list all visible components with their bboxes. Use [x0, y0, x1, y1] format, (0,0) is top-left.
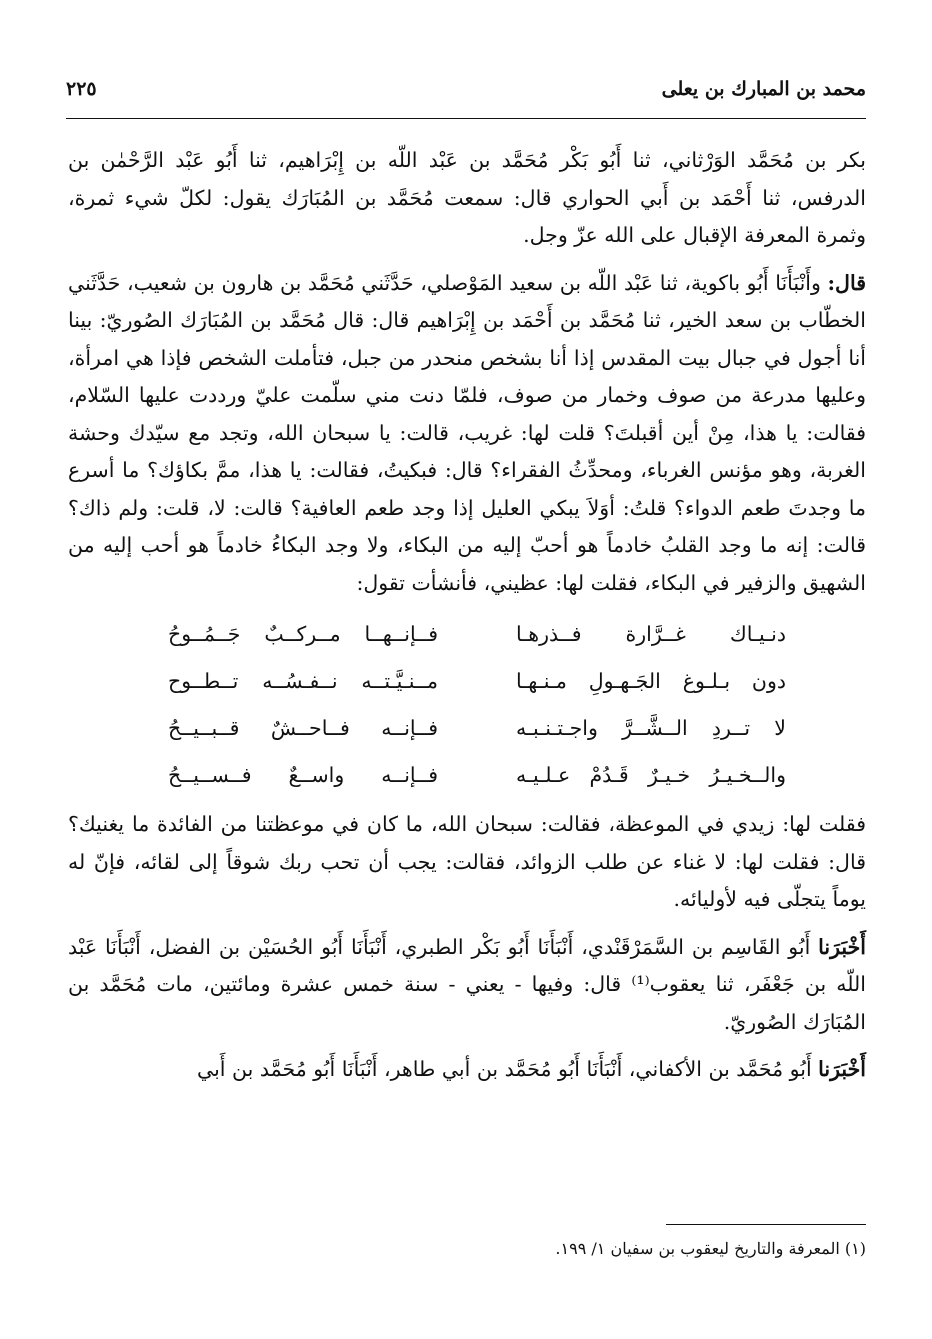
paragraph-lead: قال: [827, 270, 866, 295]
poem-hemistich-left: فــإنــه واســعٌ فــســيــحُ [168, 763, 438, 787]
running-title: محمد بن المبارك بن يعلى [661, 78, 866, 100]
poem-verse [168, 616, 786, 663]
paragraph-text: أَبُو مُحَمَّد بن الأكفاني، أَنْبَأَنَا أَبُو مُحَمَّد بن أبي طاهر، أَنْبَأَنَا أَبُو مُحَمَّد بن أَبي [197, 1057, 819, 1081]
poem-hemistich-left: فــإنــه فــاحــشٌ قــبــيــحُ [168, 716, 438, 740]
footnote-rule [666, 1224, 866, 1225]
paragraph-1 [68, 142, 866, 255]
poem [68, 616, 866, 804]
poem-verse [168, 663, 786, 710]
paragraph-lead: أَخْبَرَنا [818, 1057, 866, 1081]
poem-hemistich-right: لا تــردِ الــشَّــرَّ واجـتـنـبـه [516, 716, 786, 740]
running-head [66, 74, 866, 114]
poem-hemistich-right: والــخـيـرُ خـيـرٌ قَـدُمْ عـلـيـه [516, 763, 786, 787]
paragraph-2 [68, 265, 866, 603]
poem-verse [168, 757, 786, 804]
paragraph-text: فقلت لها: زيدي في الموعظة، فقالت: سبحان الله، ما كان في موعظتنا من الفائدة ما يغنيك؟ قال: فقلت لها: لا غناء عن طلب الزوائد، فقالت: يجب أن تحب ربك شوقاً إلى لقائه، فإنّ له يوماً يتجلّى فيه لأوليائه. [68, 812, 866, 911]
poem-hemistich-right: دنـيـاك غــرَّارة فــذرهـا [516, 622, 786, 646]
footnote: (١) المعرفة والتاريخ ليعقوب بن سفيان ١/ ١٩٩. [555, 1239, 866, 1258]
paragraph-text: أَبُو القَاسِم بن السَّمَرْقَنْدي، أَنْبَأَنَا أَبُو بَكْر الطبري، أَنْبَأَنَا أَبُو الحُسَيْن بن الفضل، أَنْبَأَنَا عَبْد اللّه بن جَعْفَر، ثنا يعقوب⁽¹⁾ قال: وفيها - يعني - سنة خمس عشرة ومائتين، مات مُحَمَّد بن المُبَارَك الصُوريّ. [68, 934, 866, 1034]
paragraph-text: وأَنْبَأَنَا أَبُو باكوية، ثنا عَبْد اللّه بن سعيد المَوْصلي، حَدَّثَني مُحَمَّد بن هارون بن شعيب، حَدَّثَني الخطّاب بن سعد الخير، ثنا مُحَمَّد بن أَحْمَد بن إِبْرَاهيم قال: قال مُحَمَّد بن المُبَارَك الصُوريّ: بينا أنا أجول في جبال بيت المقدس إذا أنا بشخص منحدر من جبل، فتأملت الشخص فإذا هي امرأة، وعليها مدرعة من صوف وخمار من صوف، فلمّا دنت مني سلّمت عليّ ورددت عليها السّلام، فقالت: يا هذا، مِنْ أين أقبلتَ؟ قلت لها: غريب، قالت: يا سبحان الله، وتجد مع سيّدك وحشة الغربة، وهو مؤنس الغرباء، ومحدِّثُ الفقراء؟ قال: فبكيتُ، فقالت: يا هذا، ممَّ بكاؤك؟ ما أسرع ما وجدتَ طعم الدواء؟ قلتُ: أوَلاَ يبكي العليل إذا وجد طعم العافية؟ قالت: لا، قلت: ولم ذاك؟ قالت: إنه ما وجد القلبُ خادماً هو أحبّ إليه من البكاء، ولا وجد البكاءُ خادماً هو أحب إليه من الشهيق والزفير في البكاء، فقلت لها: عظيني، فأنشأت تقول: [68, 270, 866, 595]
paragraph-text: بكر بن مُحَمَّد الوَرْثاني، ثنا أَبُو بَكْر مُحَمَّد بن عَبْد اللّه بن إِبْرَاهيم، ثنا أَبُو عَبْد الرَّحْمٰن بن الدرفس، ثنا أَحْمَد بن أَبي الحواري قال: سمعت مُحَمَّد بن المُبَارَك يقول: لكلّ شيء ثمرة، وثمرة المعرفة الإقبال على الله عزّ وجل. [68, 148, 866, 247]
body-text [68, 142, 866, 1099]
paragraph-lead: أَخْبَرَنا [818, 934, 866, 959]
paragraph-4 [68, 929, 866, 1042]
page-number: ٢٢٥ [66, 78, 97, 100]
poem-verse [168, 710, 786, 757]
poem-hemistich-left: فــإنــهــا مــركــبٌ جَــمُــوحُ [168, 622, 438, 646]
poem-hemistich-left: مــنـيَّـتــه نــفـسُــه تــطــوح [168, 669, 438, 693]
paragraph-5 [68, 1051, 866, 1089]
paragraph-3 [68, 806, 866, 919]
poem-hemistich-right: دون بـلـوغ الجَـهـولِ مـنـهـا [516, 669, 786, 693]
header-rule [66, 118, 866, 119]
